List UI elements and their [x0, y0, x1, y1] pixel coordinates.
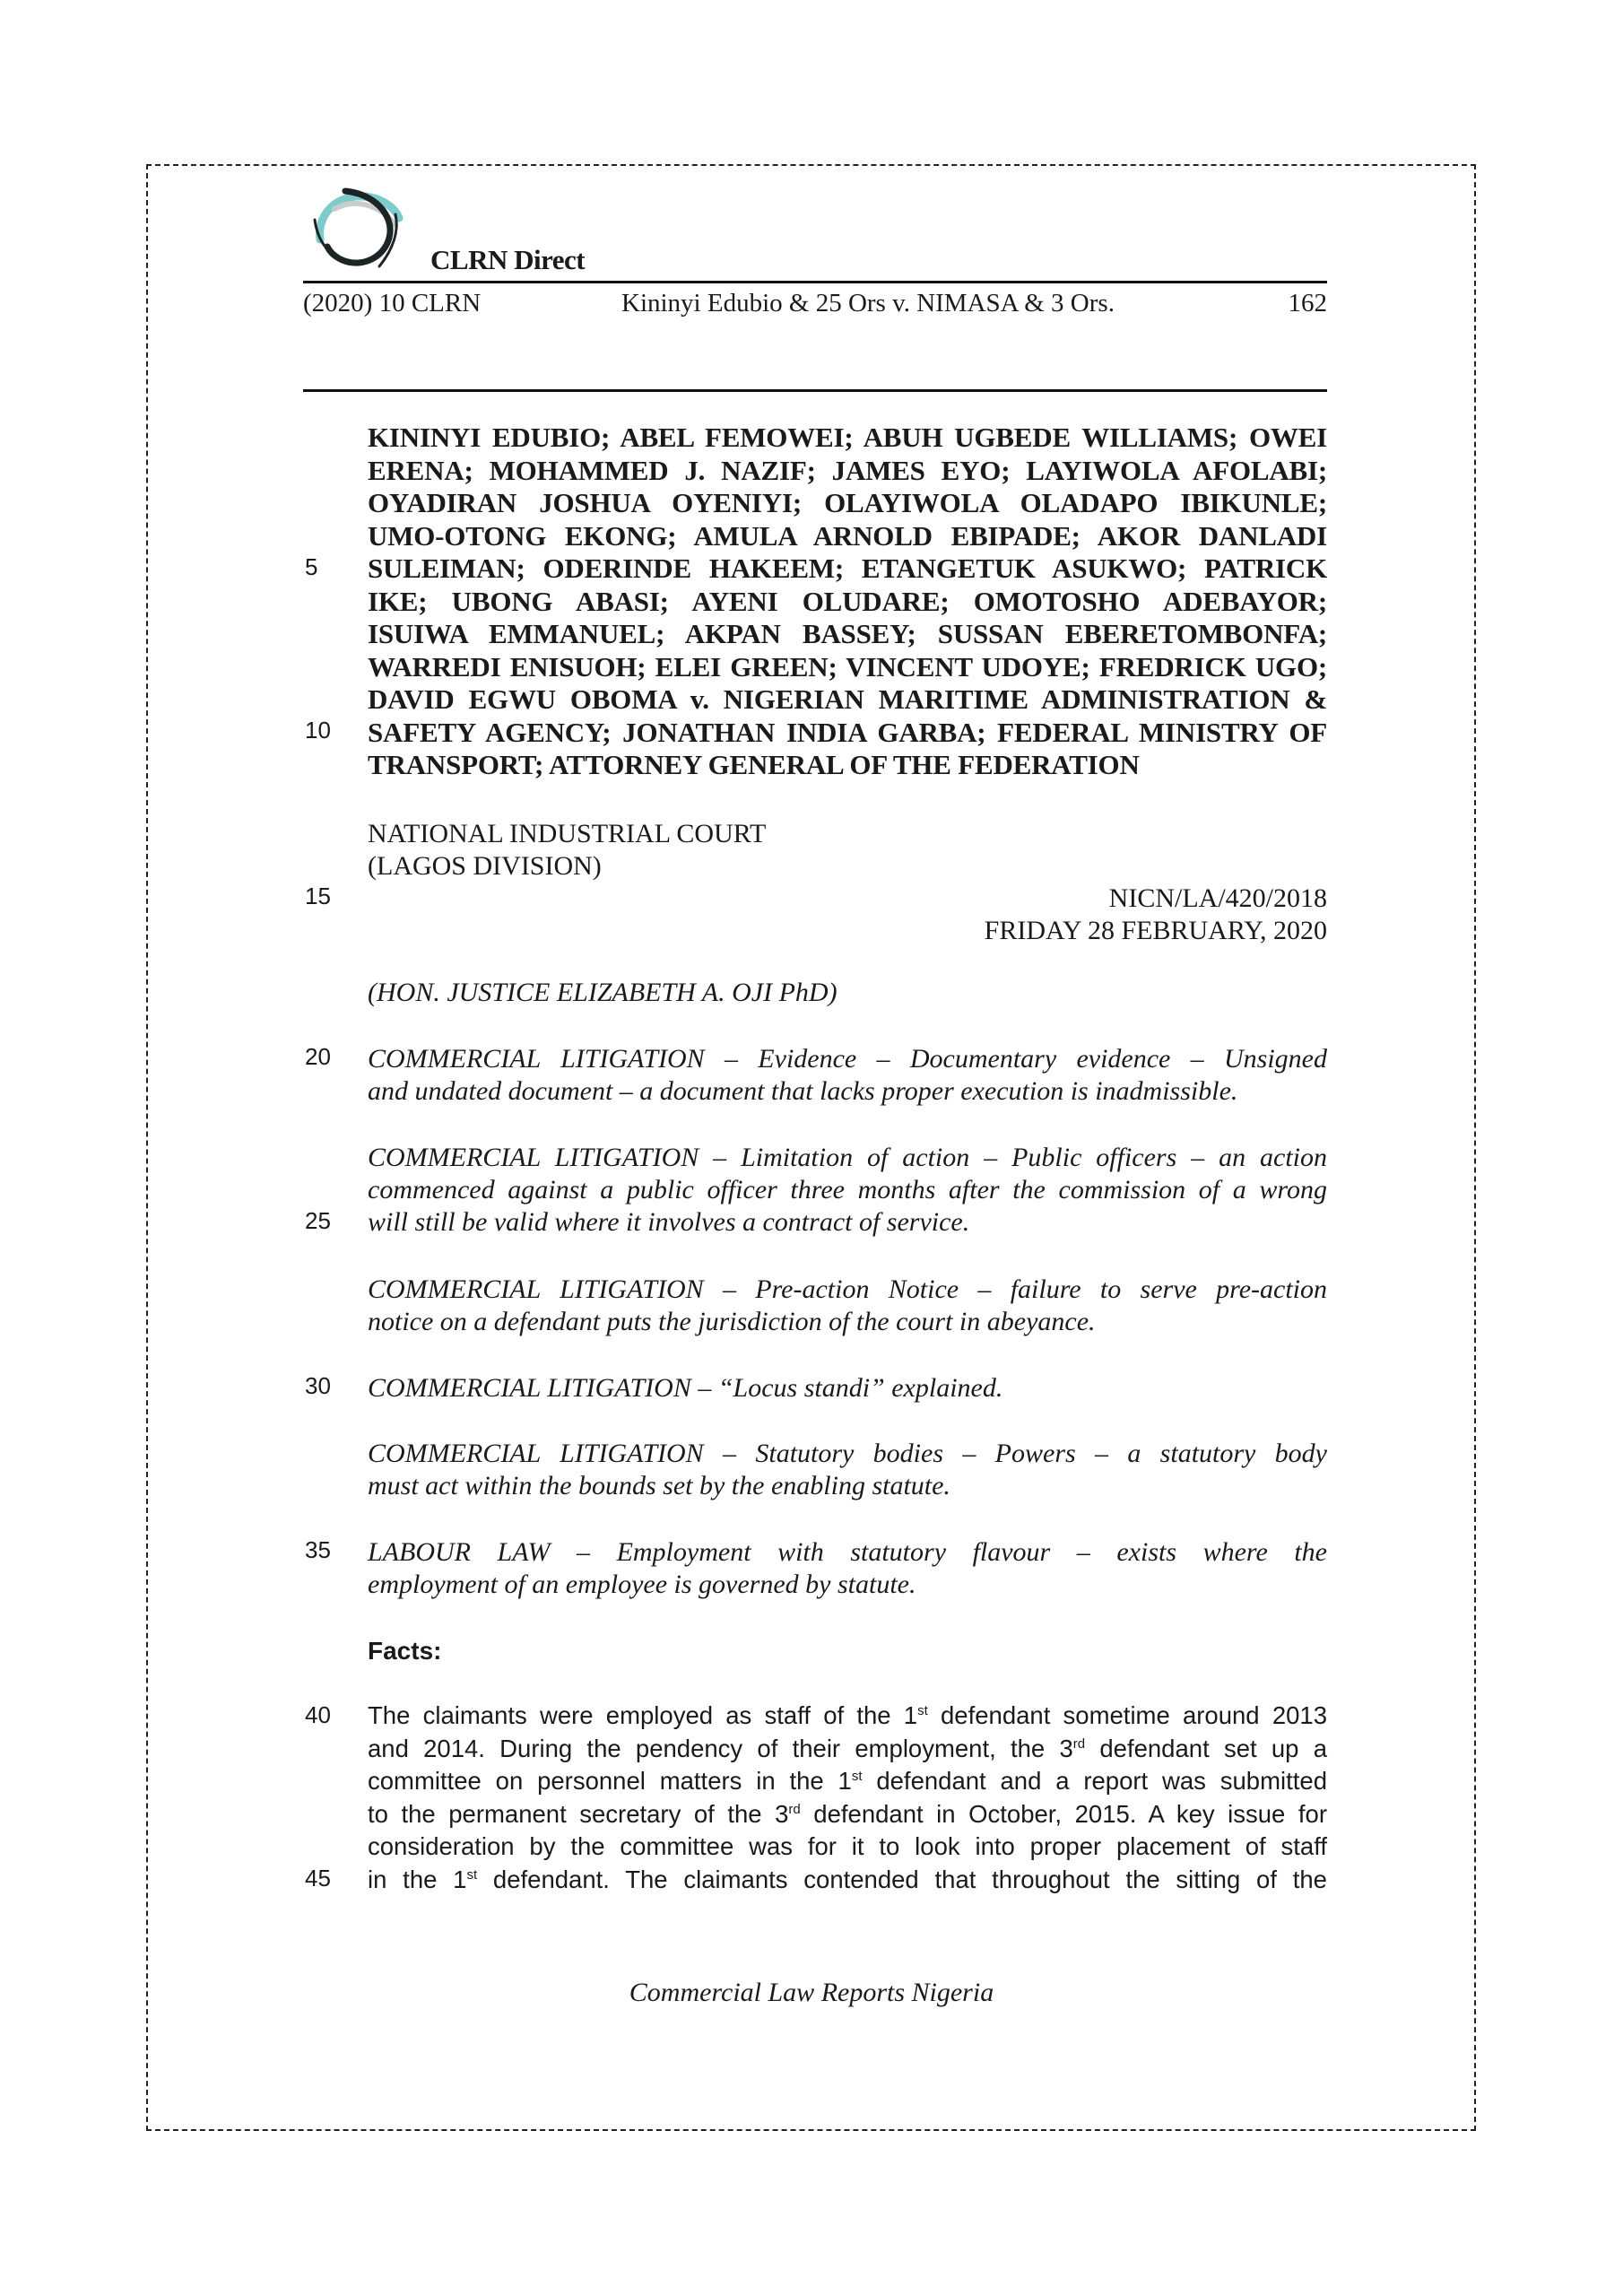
catchword-line: LABOUR LAW – Employment with statutory flavour – exists where the: [368, 1537, 1327, 1567]
brand-name: CLRN Direct: [430, 244, 586, 275]
parties-line: ERENA; MOHAMMED J. NAZIF; JAMES EYO; LAYIWOLA AFOLABI;: [368, 454, 1327, 486]
line-number: 15: [305, 883, 331, 909]
facts-line: in the 1st defendant. The claimants contended that throughout the sitting of the: [368, 1865, 1327, 1893]
line-number: 40: [305, 1701, 331, 1728]
line-number: 35: [305, 1536, 331, 1563]
catchword-line: COMMERCIAL LITIGATION – Statutory bodies – Powers – a statutory body: [368, 1439, 1327, 1468]
page-footer: Commercial Law Reports Nigeria: [629, 1978, 994, 2007]
catchword-line: COMMERCIAL LITIGATION – Evidence – Documentary evidence – Unsigned: [368, 1044, 1327, 1074]
parties-line: KININYI EDUBIO; ABEL FEMOWEI; ABUH UGBEDE WILLIAMS; OWEI: [368, 422, 1327, 453]
parties-line: OYADIRAN JOSHUA OYENIYI; OLAYIWOLA OLADAPO IBIKUNLE;: [368, 487, 1327, 518]
catchword-line: will still be valid where it involves a contract of service.: [368, 1207, 970, 1237]
catchword: [368, 1372, 1327, 1405]
parties-line: UMO-OTONG EKONG; AMULA ARNOLD EBIPADE; AKOR DANLADI: [368, 519, 1327, 552]
line-number: 30: [305, 1372, 331, 1399]
header-bottom-rule: [303, 389, 1327, 392]
presiding-judge: (HON. JUSTICE ELIZABETH A. OJI PhD): [368, 978, 838, 1007]
court-info: [368, 818, 1327, 883]
facts-heading: Facts:: [368, 1637, 442, 1665]
line-number: 10: [305, 717, 331, 744]
catchword-line: COMMERCIAL LITIGATION – “Locus standi” explained.: [368, 1373, 1003, 1403]
line-number: 45: [305, 1865, 331, 1892]
parties-line: SAFETY AGENCY; JONATHAN INDIA GARBA; FEDERAL MINISTRY OF: [368, 716, 1327, 748]
clrn-logo-icon: [309, 184, 408, 274]
suit-info: [985, 883, 1327, 947]
catchword-line: COMMERCIAL LITIGATION – Pre-action Notice – failure to serve pre-action: [368, 1274, 1327, 1304]
line-number: 5: [305, 553, 318, 580]
catchword: [368, 1536, 1327, 1601]
catchword: [368, 1274, 1327, 1338]
facts-line: to the permanent secretary of the 3rd defendant in October, 2015. A key issue for: [368, 1799, 1327, 1828]
facts-line: committee on personnel matters in the 1st defendant and a report was submitted: [368, 1767, 1327, 1795]
parties-line: WARREDI ENISUOH; ELEI GREEN; VINCENT UDOYE; FREDRICK UGO;: [368, 650, 1327, 683]
catchword-line: must act within the bounds set by the enabling statute.: [368, 1471, 950, 1500]
facts-line: The claimants were employed as staff of the 1st defendant sometime around 2013: [368, 1701, 1327, 1729]
running-case-title: Kininyi Edubio & 25 Ors v. NIMASA & 3 Ors.: [621, 289, 1115, 317]
catchword-line: commenced against a public officer three months after the commission of a wrong: [368, 1175, 1327, 1205]
case-parties: [368, 422, 1327, 782]
facts-line: and 2014. During the pendency of their employment, the 3rd defendant set up a: [368, 1734, 1328, 1762]
catchword-line: and undated document – a document that lacks proper execution is inadmissible.: [368, 1076, 1238, 1106]
parties-line: SULEIMAN; ODERINDE HAKEEM; ETANGETUK ASUKWO; PATRICK: [368, 552, 1327, 584]
court-name: NATIONAL INDUSTRIAL COURT: [368, 819, 767, 848]
line-number: 25: [305, 1207, 331, 1234]
catchword-line: COMMERCIAL LITIGATION – Limitation of action – Public officers – an action: [368, 1143, 1327, 1172]
catchword-line: notice on a defendant puts the jurisdiction of the court in abeyance.: [368, 1307, 1096, 1336]
suit-number: NICN/LA/420/2018: [1108, 883, 1327, 913]
judgment-date: FRIDAY 28 FEBRUARY, 2020: [984, 916, 1327, 945]
parties-line: ISUIWA EMMANUEL; AKPAN BASSEY; SUSSAN EBERETOMBONFA;: [368, 618, 1327, 649]
parties-line: DAVID EGWU OBOMA v. NIGERIAN MARITIME ADMINISTRATION &: [368, 683, 1327, 715]
court-division: (LAGOS DIVISION): [368, 851, 602, 881]
header-rule: [303, 281, 1327, 283]
report-citation: (2020) 10 CLRN: [303, 289, 482, 317]
line-number: 20: [305, 1043, 331, 1070]
catchword-line: employment of an employee is governed by statute.: [368, 1570, 916, 1599]
parties-line: IKE; UBONG ABASI; AYENI OLUDARE; OMOTOSHO ADEBAYOR;: [368, 585, 1327, 617]
facts-body: [368, 1700, 1327, 1896]
page-number: 162: [1288, 289, 1327, 317]
parties-line: TRANSPORT; ATTORNEY GENERAL OF THE FEDERATION: [368, 749, 1140, 780]
catchword: [368, 1142, 1327, 1239]
catchword: [368, 1043, 1327, 1108]
facts-line: consideration by the committee was for it to look into proper placement of staff: [368, 1832, 1327, 1860]
catchword: [368, 1438, 1327, 1502]
